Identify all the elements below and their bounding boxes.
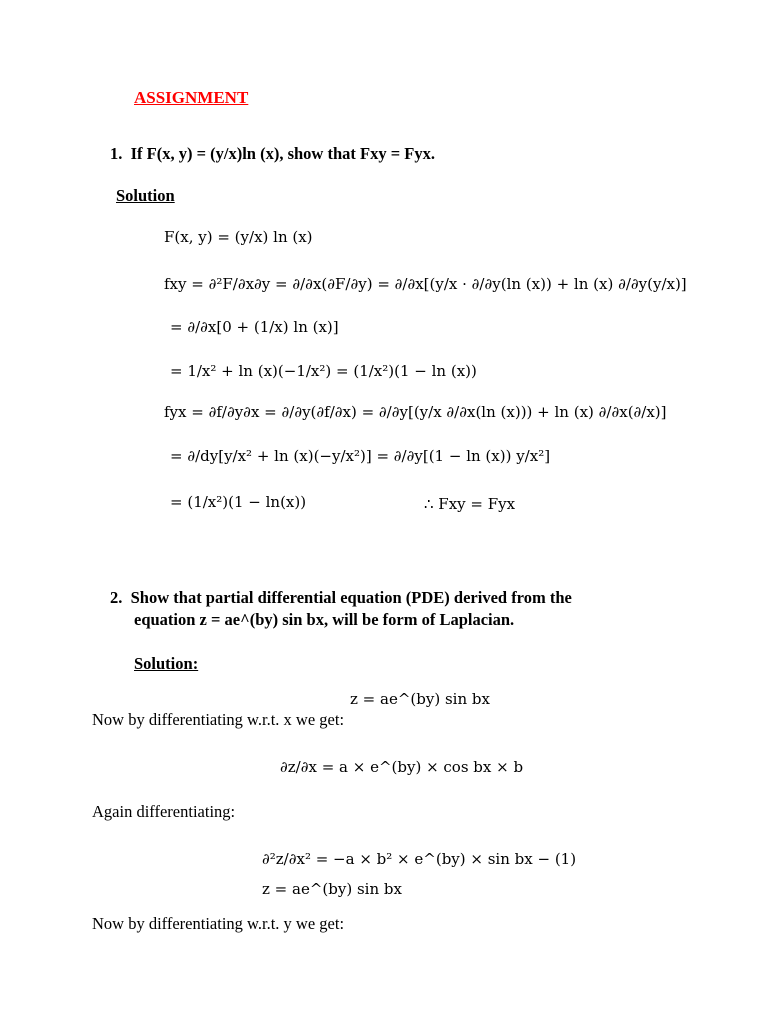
assignment-heading: ASSIGNMENT (134, 88, 249, 107)
q1-line-2: fxy = ∂²F/∂x∂y = ∂/∂x(∂F/∂y) = ∂/∂x[(y/x · ∂/∂y(ln (x)) + ln (x) ∂/∂y(y/x)] (164, 275, 687, 293)
question-2 (110, 588, 572, 608)
q1-line-5: fyx = ∂f/∂y∂x = ∂/∂y(∂f/∂x) = ∂/∂y[(y/x ∂/∂x(ln (x))) + ln (x) ∂/∂x(∂/x)] (164, 403, 667, 421)
q2-text-again: Again differentiating: (92, 802, 236, 821)
q1-line-1: F(x, y) = (y/x) ln (x) (164, 228, 313, 246)
q1-line-3: = ∂/∂x[0 + (1/x) ln (x)] (170, 318, 339, 336)
q2-text-diff-y: Now by differentiating w.r.t. y we get: (92, 914, 345, 933)
solution-2-label: Solution: (134, 654, 199, 673)
question-2-text-line-1: Show that partial differential equation (PDE) derived from the (130, 588, 572, 607)
question-2-number: 2. (110, 588, 123, 607)
q2-eq-d2zdx2: ∂²z/∂x² = −a × b² × e^(by) × sin bx − (1) (262, 850, 577, 868)
question-1-number: 1. (110, 144, 123, 163)
q1-line-7: = (1/x²)(1 − ln(x)) (170, 493, 307, 511)
q2-eq-dzdx: ∂z/∂x = a × e^(by) × cos bx × b (280, 758, 524, 776)
q1-line-4: = 1/x² + ln (x)(−1/x²) = (1/x²)(1 − ln (x)) (170, 362, 477, 380)
q2-eq-main: z = ae^(by) sin bx (350, 690, 490, 708)
q2-eq-z: z = ae^(by) sin bx (262, 880, 402, 898)
question-1 (110, 144, 435, 164)
q2-text-diff-x: Now by differentiating w.r.t. x we get: (92, 710, 345, 729)
q1-conclusion: ∴ Fxy = Fyx (424, 495, 516, 513)
question-1-text: If F(x, y) = (y/x)ln (x), show that Fxy = Fyx. (130, 144, 435, 163)
q1-line-6: = ∂/dy[y/x² + ln (x)(−y/x²)] = ∂/∂y[(1 − ln (x)) y/x²] (170, 447, 551, 465)
question-2-text-line-2: equation z = ae^(by) sin bx, will be form of Laplacian. (134, 610, 515, 629)
solution-1-label: Solution (116, 186, 175, 205)
